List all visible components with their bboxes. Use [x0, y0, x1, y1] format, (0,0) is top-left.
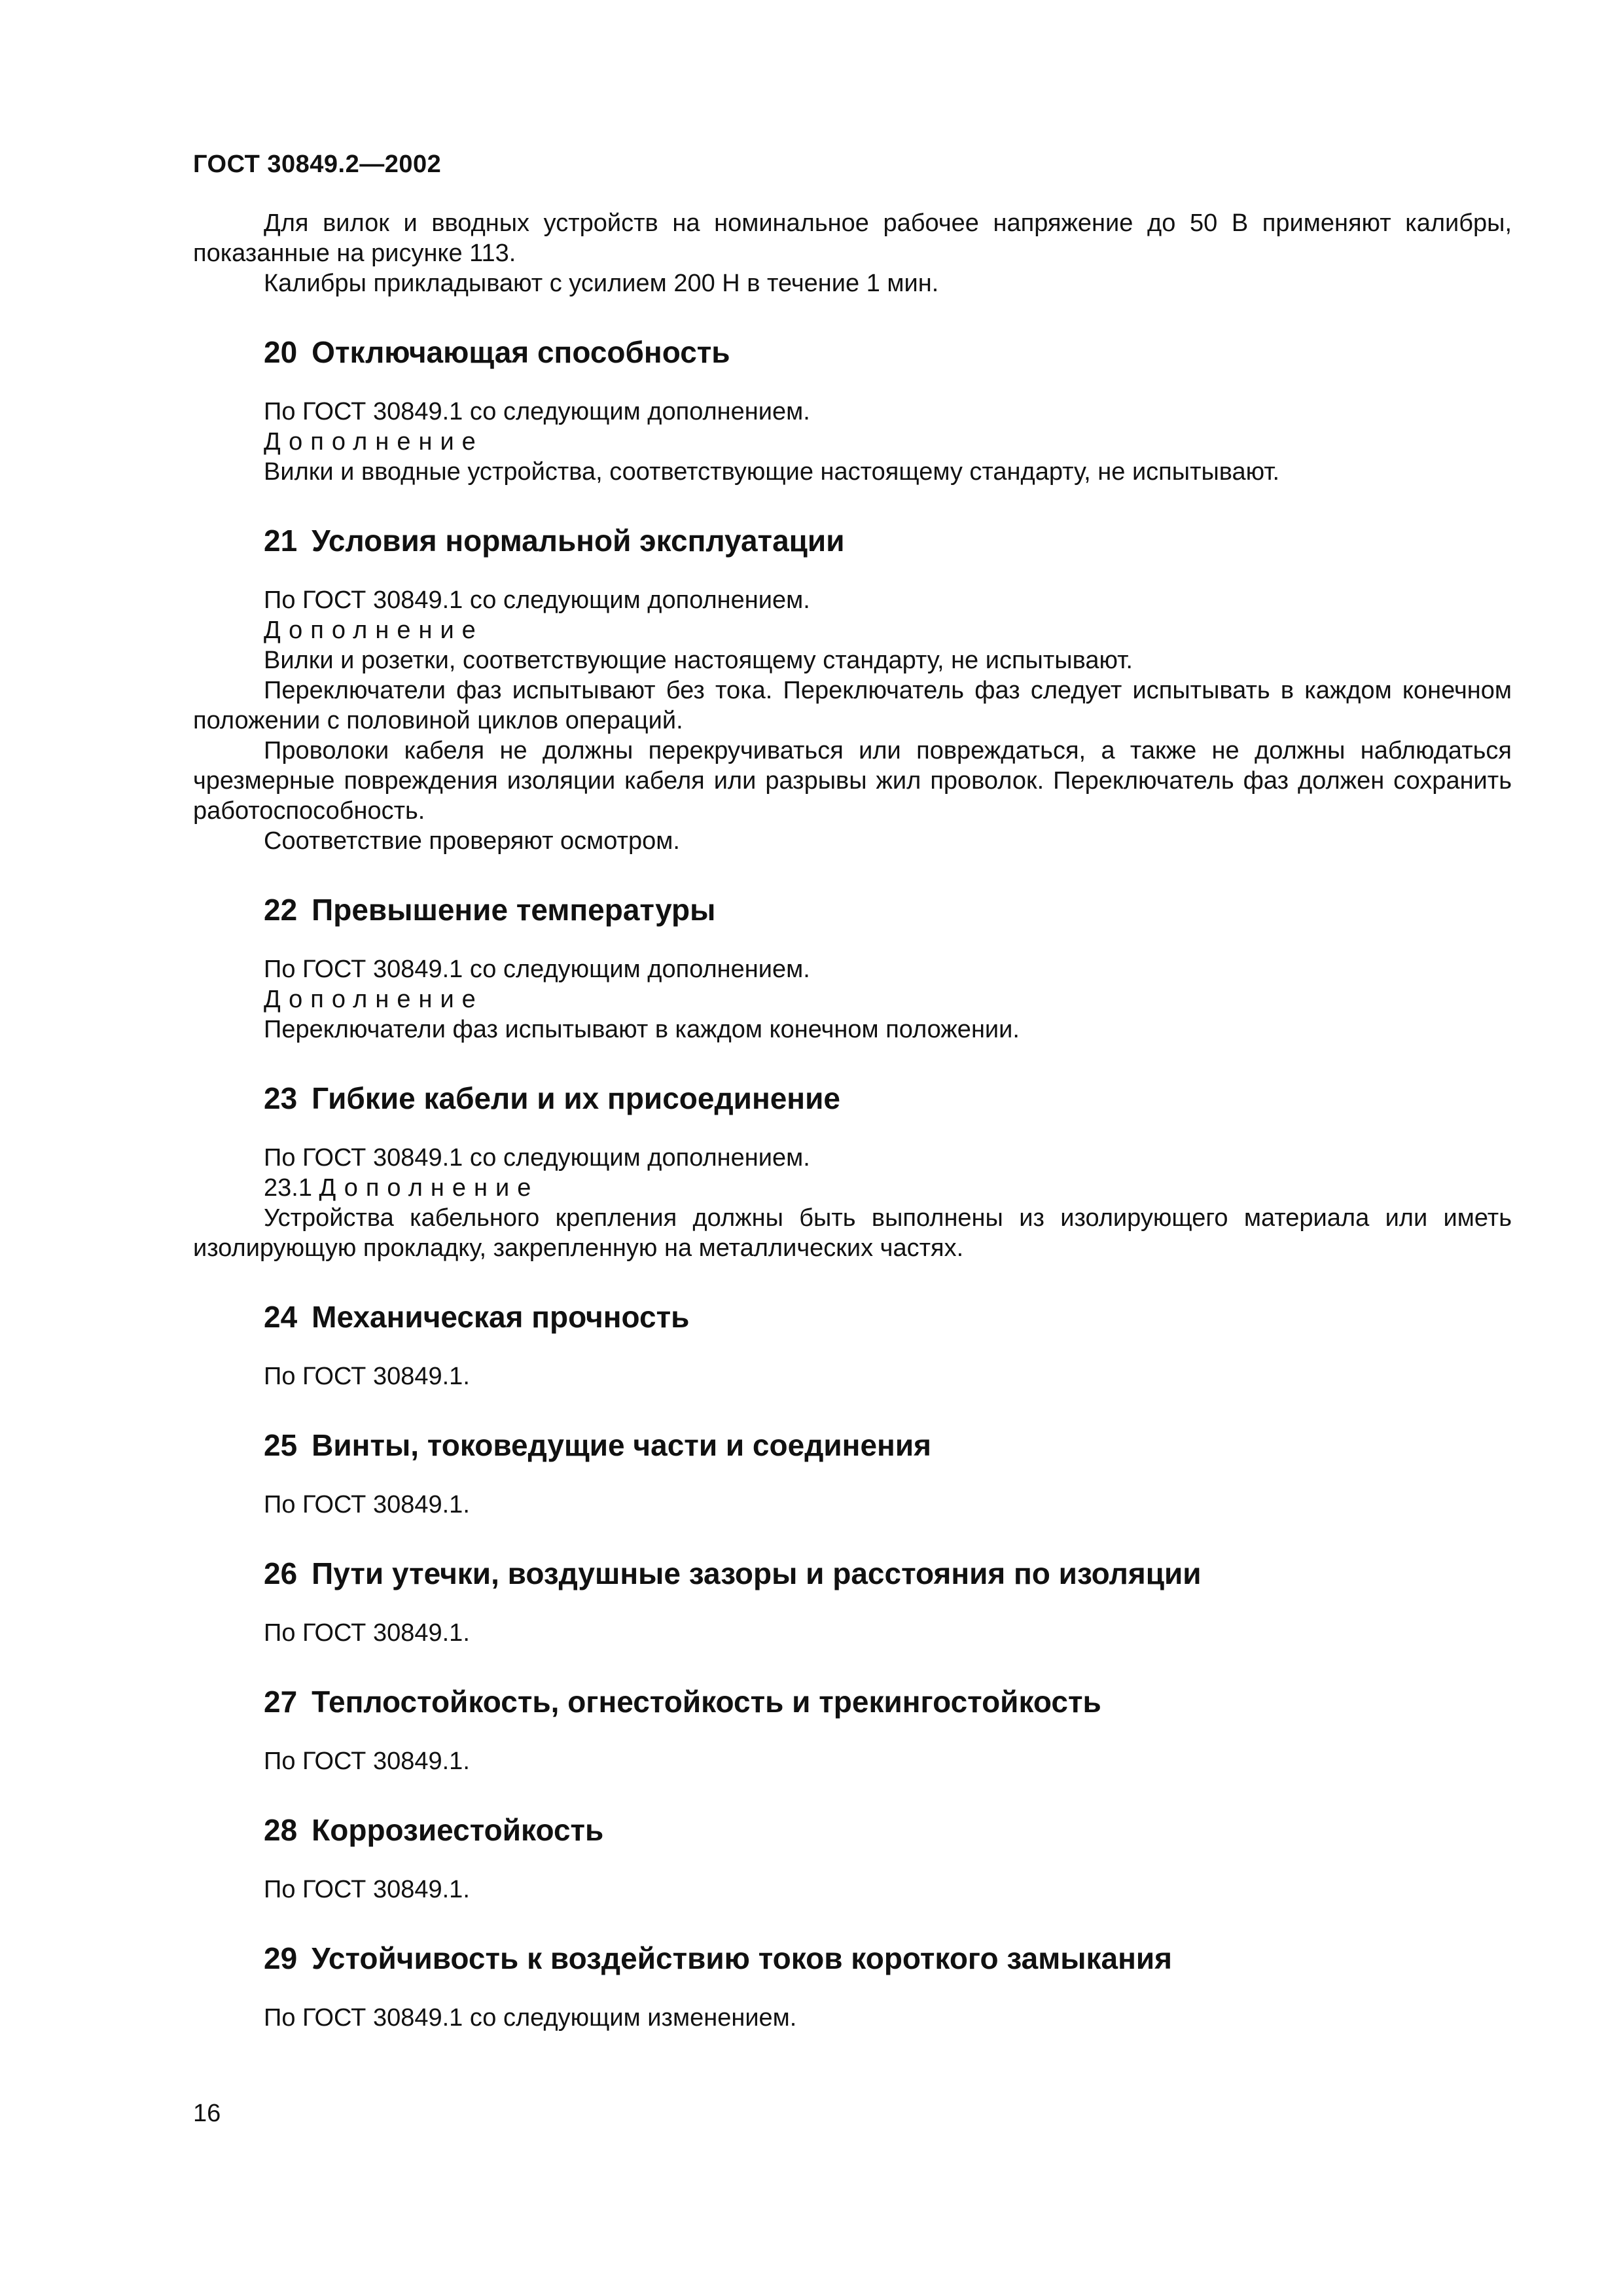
section-25-heading	[193, 1426, 1512, 1465]
page-number: 16	[193, 2100, 221, 2127]
section-title: Условия нормальной эксплуатации	[312, 524, 845, 558]
section-28-heading	[193, 1810, 1512, 1850]
intro-paragraph-1: Для вилок и вводных устройств на номинальное рабочее напряжение до 50 В применяют калибры, показанные на рисунке 113.	[193, 209, 1512, 267]
section-number: 27	[264, 1685, 298, 1719]
section-21-para-3: Переключатели фаз испытывают без тока. Переключатель фаз следует испытывать в каждом конечном положении с половиной циклов операций.	[193, 677, 1512, 734]
section-number: 25	[264, 1428, 298, 1462]
section-title: Пути утечки, воздушные зазоры и расстояния по изоляции	[312, 1556, 1202, 1590]
section-title: Теплостойкость, огнестойкость и трекингостойкость	[312, 1685, 1101, 1719]
subclause-number: 23.1	[264, 1174, 312, 1202]
section-title: Механическая прочность	[312, 1300, 690, 1334]
section-number: 26	[264, 1556, 298, 1590]
section-20-addition-label: Дополнение	[264, 428, 484, 456]
section-22-para-1: По ГОСТ 30849.1 со следующим дополнением.	[264, 956, 810, 983]
section-29-heading	[193, 1939, 1512, 1978]
section-26-para-1: По ГОСТ 30849.1.	[264, 1619, 470, 1647]
section-21-heading	[193, 521, 1512, 560]
section-23-heading	[193, 1079, 1512, 1118]
section-24-heading	[193, 1297, 1512, 1336]
section-22-para-2: Переключатели фаз испытывают в каждом конечном положении.	[264, 1016, 1020, 1043]
section-23-para-2: Устройства кабельного крепления должны быть выполнены из изолирующего материала или иметь изолирующую прокладку, закрепленную на металлических частях.	[193, 1204, 1512, 1262]
section-22-heading	[193, 890, 1512, 929]
section-22-addition-label: Дополнение	[264, 986, 484, 1013]
section-23-subclause	[193, 1173, 1512, 1203]
section-25-para-1: По ГОСТ 30849.1.	[264, 1491, 470, 1518]
section-29-para-1: По ГОСТ 30849.1 со следующим изменением.	[264, 2004, 797, 2032]
section-number: 24	[264, 1300, 298, 1334]
section-21-addition-label: Дополнение	[264, 617, 484, 644]
section-title: Винты, токоведущие части и соединения	[312, 1428, 931, 1462]
section-number: 21	[264, 524, 298, 558]
section-21-para-5: Соответствие проверяют осмотром.	[264, 827, 680, 855]
section-21-para-4: Проволоки кабеля не должны перекручиваться или повреждаться, а также не должны наблюдаться чрезмерные повреждения изоляции кабеля или разрывы жил проволок. Переключатель фаз должен сохранить работоспособность.	[193, 737, 1512, 825]
section-number: 29	[264, 1941, 298, 1975]
section-28-para-1: По ГОСТ 30849.1.	[264, 1876, 470, 1903]
section-20-heading	[193, 332, 1512, 372]
section-24-para-1: По ГОСТ 30849.1.	[264, 1363, 470, 1390]
section-23-addition-label: Дополнение	[319, 1174, 539, 1202]
section-23-para-1: По ГОСТ 30849.1 со следующим дополнением.	[264, 1144, 810, 1172]
intro-paragraph-2: Калибры прикладывают с усилием 200 Н в течение 1 мин.	[264, 270, 939, 297]
section-title: Гибкие кабели и их присоединение	[312, 1081, 840, 1115]
section-number: 20	[264, 335, 298, 369]
section-title: Превышение температуры	[312, 893, 716, 927]
section-27-heading	[193, 1682, 1512, 1721]
document-body	[193, 208, 1512, 2033]
section-20-para-2: Вилки и вводные устройства, соответствующие настоящему стандарту, не испытывают.	[264, 458, 1280, 486]
section-title: Отключающая способность	[312, 335, 730, 369]
document-header: ГОСТ 30849.2—2002	[193, 151, 442, 178]
section-title: Коррозиестойкость	[312, 1813, 604, 1847]
section-number: 23	[264, 1081, 298, 1115]
section-27-para-1: По ГОСТ 30849.1.	[264, 1748, 470, 1775]
section-20-para-1: По ГОСТ 30849.1 со следующим дополнением.	[264, 398, 810, 425]
section-number: 28	[264, 1813, 298, 1847]
section-21-para-1: По ГОСТ 30849.1 со следующим дополнением.	[264, 586, 810, 614]
section-26-heading	[193, 1554, 1512, 1593]
section-number: 22	[264, 893, 298, 927]
section-21-para-2: Вилки и розетки, соответствующие настоящему стандарту, не испытывают.	[264, 647, 1133, 674]
section-title: Устойчивость к воздействию токов короткого замыкания	[312, 1941, 1173, 1975]
